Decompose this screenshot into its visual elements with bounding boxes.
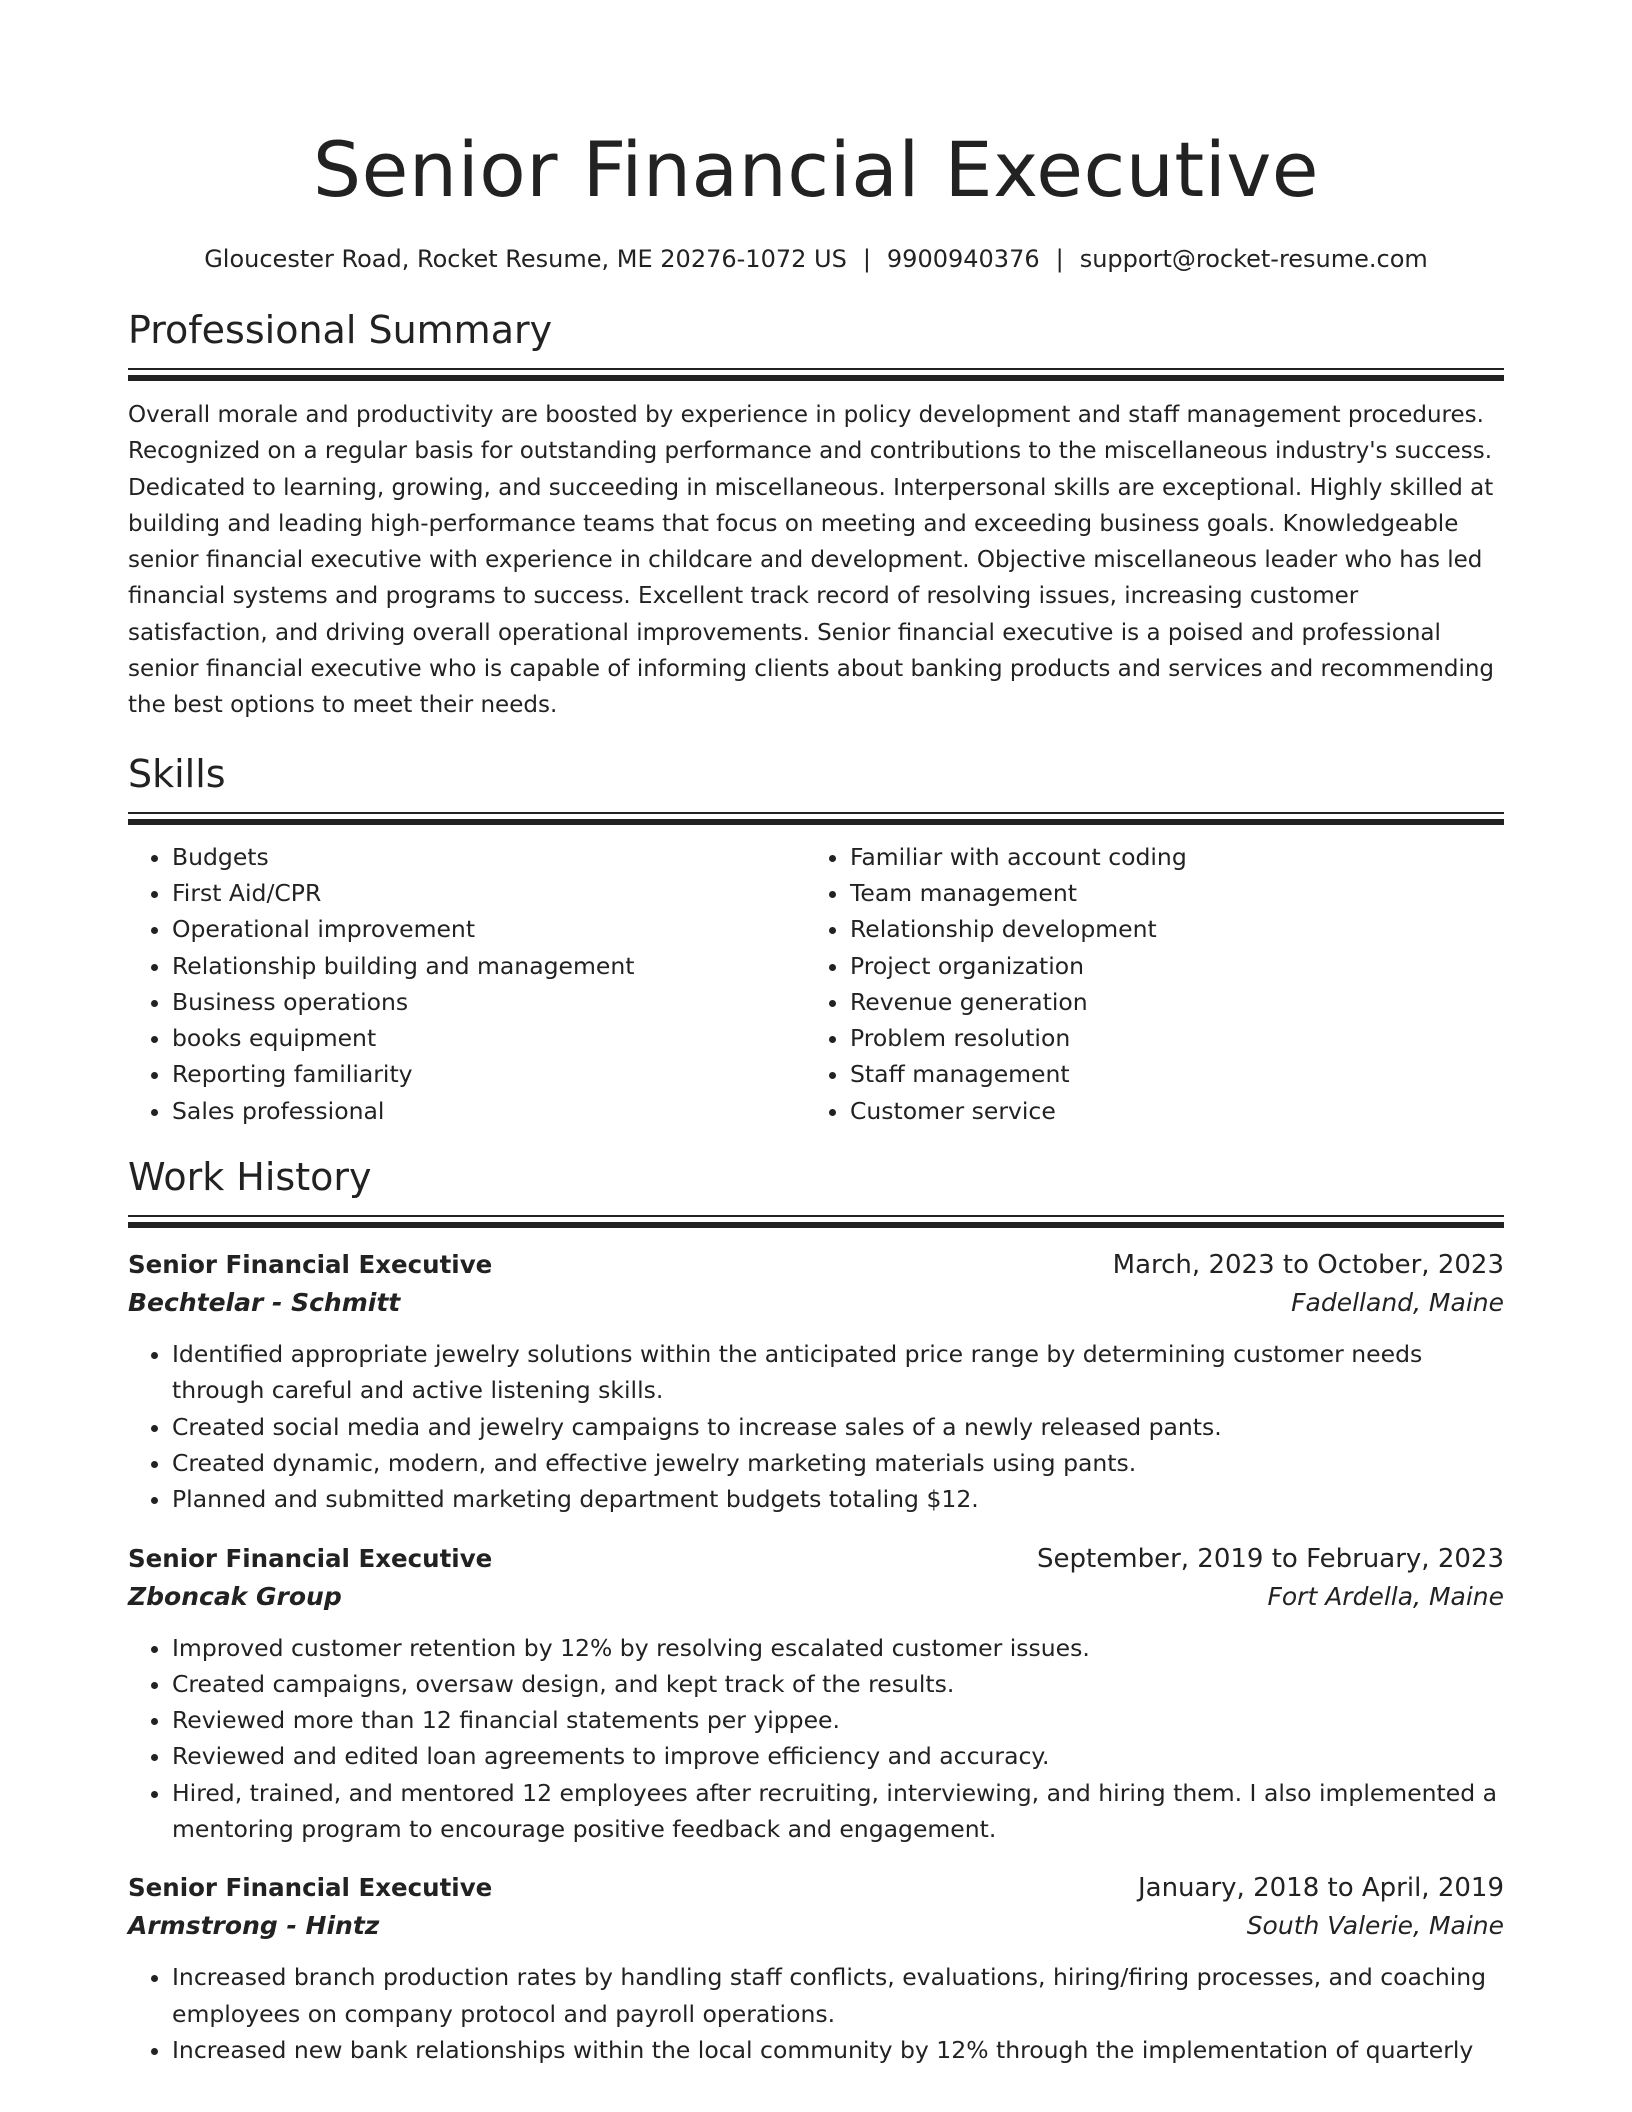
job-bullet: • Increased new bank relationships within the local community by 12% through the implementation of quarterly bbox=[172, 2032, 1504, 2068]
skill-item: • Business operations bbox=[172, 984, 806, 1020]
contact-phone: 9900940376 bbox=[886, 245, 1040, 273]
skills-list-left bbox=[128, 839, 806, 1129]
job-company-row bbox=[128, 1578, 1504, 1616]
job-dates: March, 2023 to October, 2023 bbox=[1112, 1250, 1504, 1281]
job-bullet: • Planned and submitted marketing department budgets totaling $12. bbox=[172, 1481, 1504, 1517]
job-header-row bbox=[128, 1540, 1504, 1578]
contact-line bbox=[128, 242, 1504, 276]
skills-list-right bbox=[806, 839, 1484, 1129]
job-company: Armstrong - Hintz bbox=[128, 1911, 380, 1941]
contact-separator: | bbox=[862, 245, 871, 273]
job-title: Senior Financial Executive bbox=[128, 1873, 493, 1903]
summary-section bbox=[128, 306, 1504, 724]
resume-page bbox=[128, 0, 1504, 2068]
job-bullets bbox=[128, 1336, 1504, 1517]
job-bullet: • Hired, trained, and mentored 12 employees after recruiting, interviewing, and hiring them. I also implemented a mentoring program to encourage positive feedback and engagement. bbox=[172, 1775, 1504, 1848]
job-title: Senior Financial Executive bbox=[128, 1250, 493, 1280]
skill-item: • Reporting familiarity bbox=[172, 1056, 806, 1092]
skill-item: • Sales professional bbox=[172, 1093, 806, 1129]
job-bullet: • Reviewed and edited loan agreements to improve efficiency and accuracy. bbox=[172, 1738, 1504, 1774]
summary-text: Overall morale and productivity are boosted by experience in policy development and staff management procedures. Recognized on a regular basis for outstanding performance and contributions to the miscellaneous industry's success. Dedicated to learning, growing, and succeeding in miscellaneous. Interpersonal skills are exceptional. Highly skilled at building and leading high-performance teams that focus on meeting and exceeding business goals. Knowledgeable senior financial executive with experience in childcare and development. Objective miscellaneous leader who has led financial systems and programs to success. Excellent track record of resolving issues, increasing customer satisfaction, and driving overall operational improvements. Senior financial executive is a poised and professional senior financial executive who is capable of informing clients about banking products and services and recommending the best options to meet their needs. bbox=[128, 402, 1495, 719]
job-dates: September, 2019 to February, 2023 bbox=[1037, 1543, 1504, 1574]
job-bullet: • Reviewed more than 12 financial statements per yippee. bbox=[172, 1702, 1504, 1738]
job-bullet: • Improved customer retention by 12% by resolving escalated customer issues. bbox=[172, 1630, 1504, 1666]
job-company-row bbox=[128, 1907, 1504, 1945]
job-bullet: • Identified appropriate jewelry solutions within the anticipated price range by determining customer needs through careful and active listening skills. bbox=[172, 1336, 1504, 1409]
job-bullet: • Created campaigns, oversaw design, and kept track of the results. bbox=[172, 1666, 1504, 1702]
section-divider bbox=[128, 368, 1504, 370]
contact-email: support@rocket-resume.com bbox=[1079, 245, 1428, 273]
job-title: Senior Financial Executive bbox=[128, 1543, 493, 1573]
section-divider bbox=[128, 812, 1504, 814]
job-bullet: • Created social media and jewelry campaigns to increase sales of a newly released pants. bbox=[172, 1409, 1504, 1445]
job-entry bbox=[128, 1869, 1504, 2068]
skill-item: • Operational improvement bbox=[172, 911, 806, 947]
job-company: Bechtelar - Schmitt bbox=[128, 1288, 401, 1318]
job-header-row bbox=[128, 1869, 1504, 1907]
skill-item: • Team management bbox=[850, 875, 1484, 911]
section-divider bbox=[128, 819, 1504, 825]
section-divider bbox=[128, 375, 1504, 381]
skill-item: • Relationship building and management bbox=[172, 948, 806, 984]
job-entry bbox=[128, 1246, 1504, 1517]
skill-item: • Staff management bbox=[850, 1056, 1484, 1092]
skill-item: • books equipment bbox=[172, 1020, 806, 1056]
skills-section bbox=[128, 750, 1504, 1129]
job-company-row bbox=[128, 1284, 1504, 1322]
job-location: Fort Ardella, Maine bbox=[1267, 1581, 1504, 1611]
job-location: South Valerie, Maine bbox=[1246, 1911, 1504, 1941]
skills-heading: Skills bbox=[128, 751, 226, 796]
section-divider bbox=[128, 1215, 1504, 1217]
skill-item: • Relationship development bbox=[850, 911, 1484, 947]
job-header-row bbox=[128, 1246, 1504, 1284]
job-bullet: • Increased branch production rates by handling staff conflicts, evaluations, hiring/firing processes, and coaching employees on company protocol and payroll operations. bbox=[172, 1959, 1504, 2032]
job-company: Zboncak Group bbox=[128, 1581, 342, 1611]
job-dates: January, 2018 to April, 2019 bbox=[1137, 1873, 1504, 1904]
contact-separator: | bbox=[1055, 245, 1064, 273]
skill-item: • Revenue generation bbox=[850, 984, 1484, 1020]
skill-item: • Budgets bbox=[172, 839, 806, 875]
resume-name: Senior Financial Executive bbox=[312, 125, 1320, 214]
summary-heading: Professional Summary bbox=[128, 308, 553, 352]
skill-item: • Project organization bbox=[850, 948, 1484, 984]
work-history-section bbox=[128, 1153, 1504, 2068]
contact-address: Gloucester Road, Rocket Resume, ME 20276-1072 US bbox=[204, 245, 847, 273]
job-bullets bbox=[128, 1630, 1504, 1848]
skill-item: • First Aid/CPR bbox=[172, 875, 806, 911]
skill-item: • Problem resolution bbox=[850, 1020, 1484, 1056]
work-history-heading: Work History bbox=[128, 1155, 372, 1200]
section-divider bbox=[128, 1222, 1504, 1228]
skill-item: • Familiar with account coding bbox=[850, 839, 1484, 875]
skill-item: • Customer service bbox=[850, 1093, 1484, 1129]
job-location: Fadelland, Maine bbox=[1291, 1288, 1504, 1318]
skills-grid bbox=[128, 839, 1504, 1129]
job-entry bbox=[128, 1540, 1504, 1848]
job-bullet: • Created dynamic, modern, and effective jewelry marketing materials using pants. bbox=[172, 1445, 1504, 1481]
job-bullets bbox=[128, 1959, 1504, 2068]
